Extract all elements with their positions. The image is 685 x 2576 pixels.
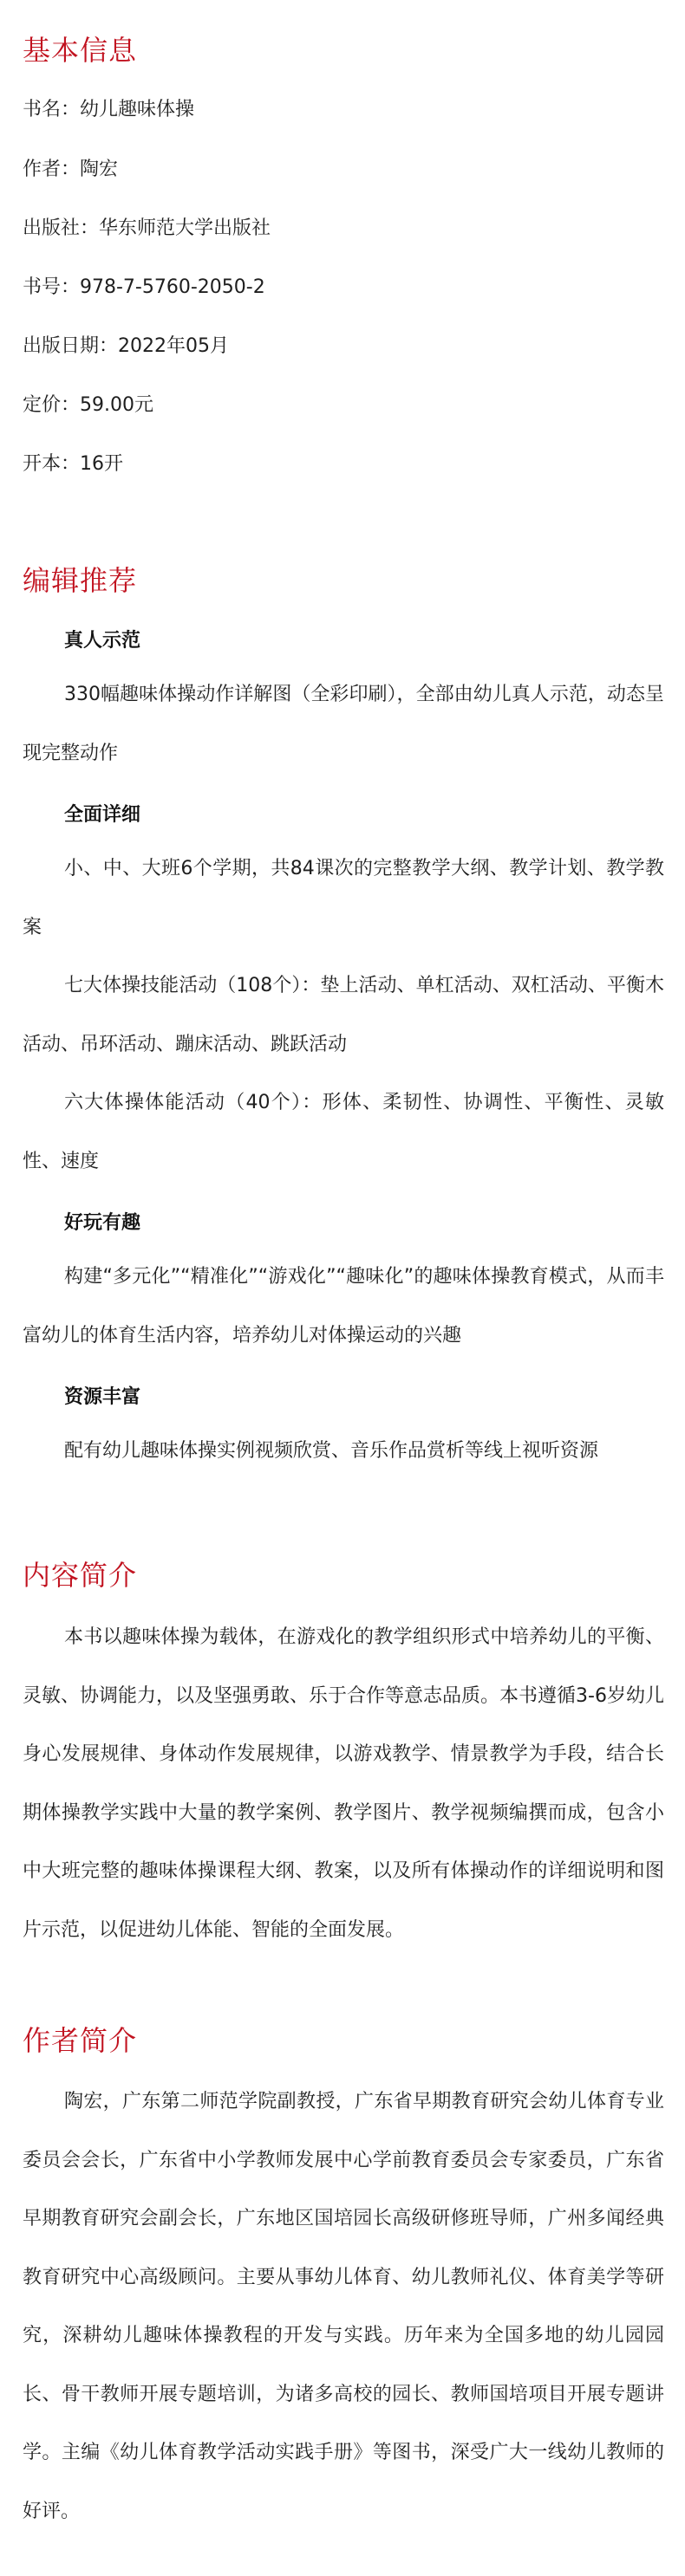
- publisher-line: 出版社：华东师范大学出版社: [23, 217, 271, 239]
- recommend-para-real-demo: 330幅趣味体操动作详解图（全彩印刷），全部由幼儿真人示范，动态呈现完整动作: [23, 684, 664, 764]
- recommend-para-syllabus: 小、中、大班6个学期，共84课次的完整教学大纲、教学计划、教学教案: [23, 858, 664, 938]
- recommend-para-fun: 构建“多元化”“精准化”“游戏化”“趣味化”的趣味体操教育模式，从而丰富幼儿的体育生活内容，培养幼儿对体操运动的兴趣: [23, 1266, 664, 1346]
- recommend-para-skills: 七大体操技能活动（108个）：垫上活动、单杠活动、双杠活动、平衡木活动、吊环活动、蹦床活动、跳跃活动: [23, 975, 664, 1055]
- recommend-para-fitness: 六大体操体能活动（40个）：形体、柔韧性、协调性、平衡性、灵敏性、速度: [23, 1092, 664, 1172]
- book-title-line: 书名：幼儿趣味体操: [23, 99, 195, 120]
- author-intro-heading: 作者简介: [23, 2024, 138, 2057]
- basic-info-heading: 基本信息: [23, 34, 138, 67]
- content-intro-heading: 内容简介: [23, 1559, 138, 1592]
- publish-date-line: 出版日期：2022年05月: [23, 335, 229, 357]
- recommend-title-real-demo: 真人示范: [64, 630, 141, 652]
- editor-recommend-heading: 编辑推荐: [23, 564, 138, 597]
- format-line: 开本：16开: [23, 453, 123, 475]
- recommend-title-fun: 好玩有趣: [64, 1212, 141, 1234]
- author-intro-text: 陶宏，广东第二师范学院副教授，广东省早期教育研究会幼儿体育专业委员会会长，广东省中小学教师发展中心学前教育委员会专家委员，广东省早期教育研究会副会长，广东地区国培园长高级研修班导师，广州多闻经典教育研究中心高级顾问。主要从事幼儿体育、幼儿教师礼仪、体育美学等研究，深耕幼儿趣味体操教程的开发与实践。历年来为全国多地的幼儿园园长、骨干教师开展专题培训，为诸多高校的园长、教师国培项目开展专题讲学。主编《幼儿体育教学活动实践手册》等图书，深受广大一线幼儿教师的好评。: [23, 2091, 664, 2522]
- recommend-title-complete: 全面详细: [64, 804, 141, 826]
- recommend-para-resources: 配有幼儿趣味体操实例视频欣赏、音乐作品赏析等线上视听资源: [64, 1440, 599, 1462]
- author-line: 作者：陶宏: [23, 159, 119, 180]
- isbn-line: 书号：978-7-5760-2050-2: [23, 276, 265, 298]
- price-line: 定价：59.00元: [23, 394, 153, 416]
- content-intro-text: 本书以趣味体操为载体，在游戏化的教学组织形式中培养幼儿的平衡、灵敏、协调能力，以及坚强勇敢、乐于合作等意志品质。本书遵循3-6岁幼儿身心发展规律、身体动作发展规律，以游戏教学、情景教学为手段，结合长期体操教学实践中大量的教学案例、教学图片、教学视频编撰而成，包含小中大班完整的趣味体操课程大纲、教案，以及所有体操动作的详细说明和图片示范，以促进幼儿体能、智能的全面发展。: [23, 1626, 664, 1941]
- recommend-title-resources: 资源丰富: [64, 1386, 141, 1408]
